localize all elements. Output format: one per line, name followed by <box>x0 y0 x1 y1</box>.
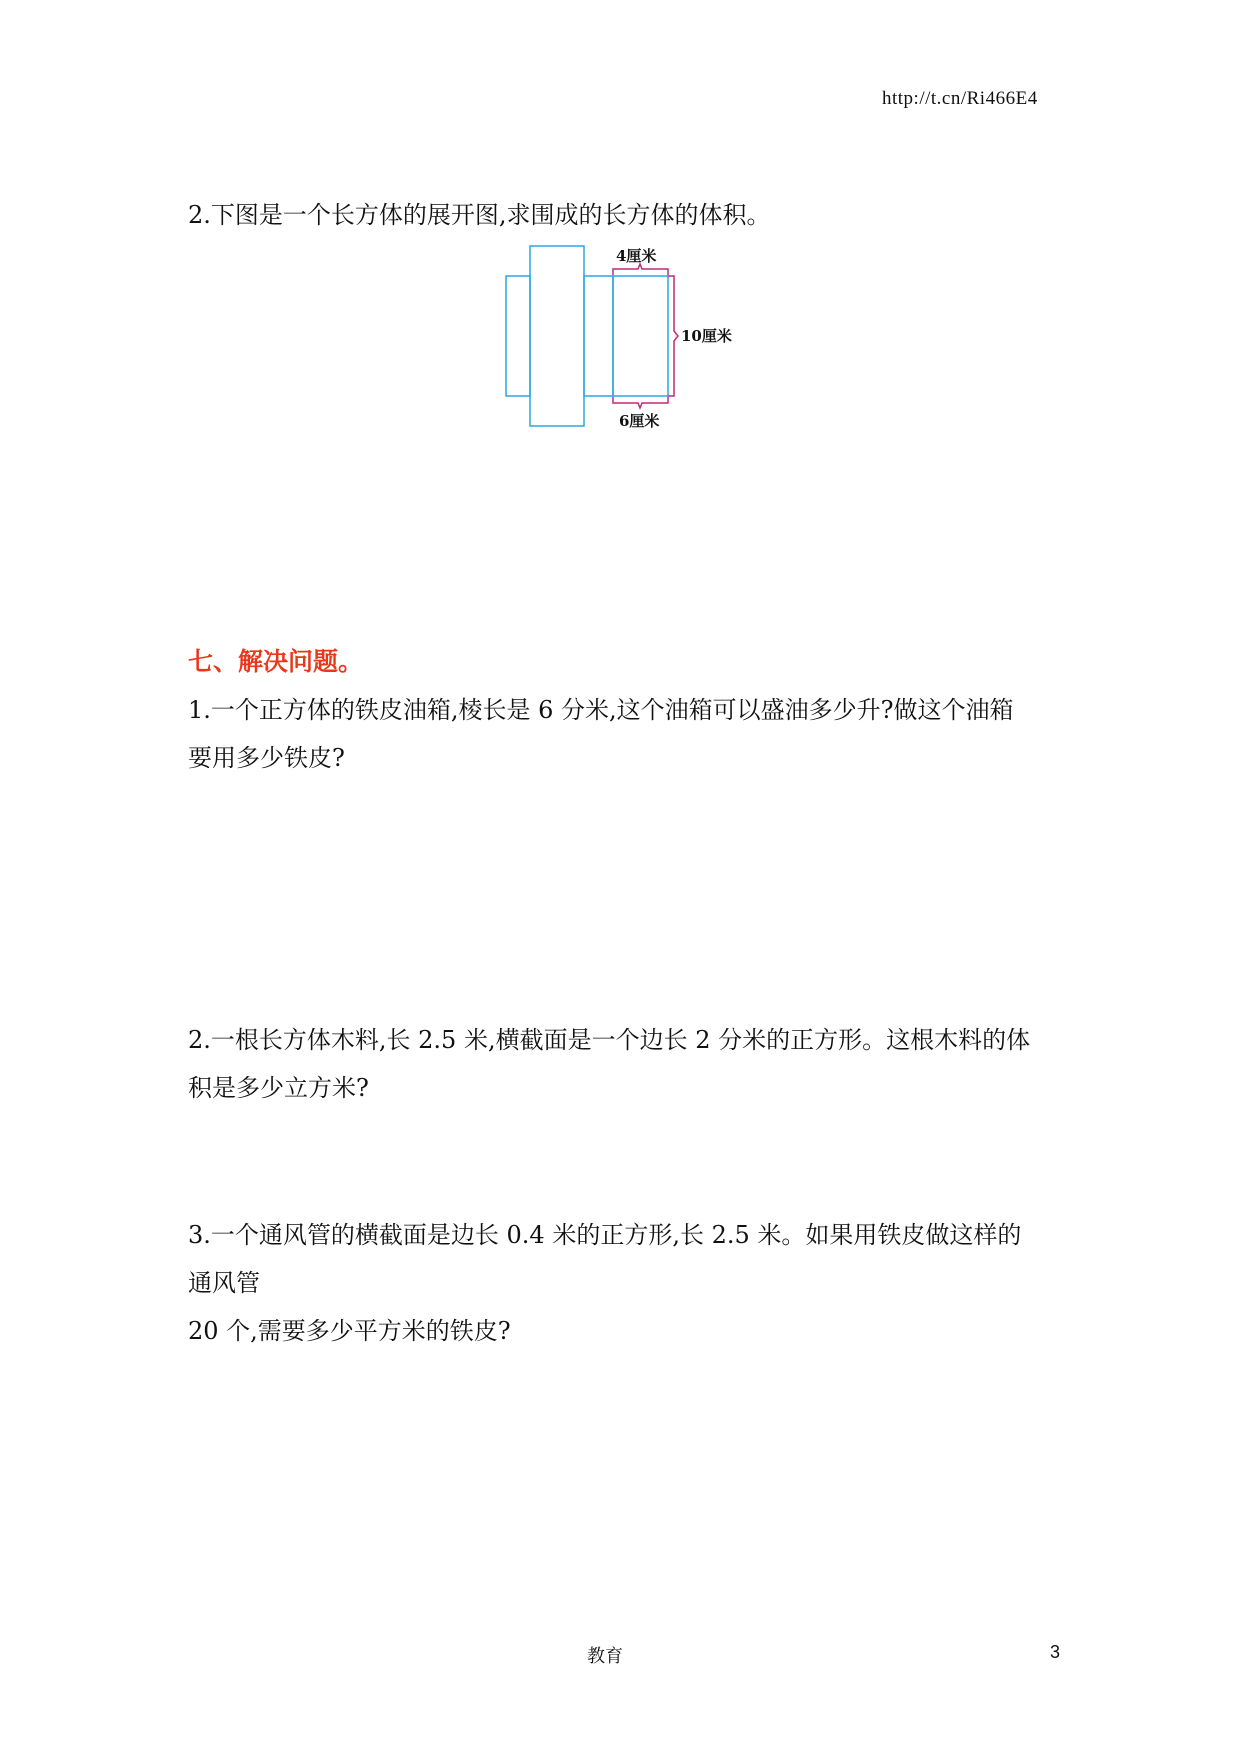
label-bottom: 6厘米 <box>619 412 660 430</box>
section-title: 七、解决问题。 <box>188 647 364 676</box>
label-top: 4厘米 <box>616 247 657 265</box>
header-url: http://t.cn/Ri466E4 <box>882 88 1038 109</box>
page-number: 3 <box>1050 1642 1061 1662</box>
problem-1-line-1: 1.一个正方体的铁皮油箱,棱长是 6 分米,这个油箱可以盛油多少升?做这个油箱 <box>188 696 1014 724</box>
net-face-center <box>530 246 584 426</box>
problem-1-line-2: 要用多少铁皮? <box>188 744 345 772</box>
footer-label: 教育 <box>587 1646 623 1667</box>
label-right: 10厘米 <box>681 327 732 345</box>
brace-bottom <box>613 397 668 408</box>
cuboid-net-diagram <box>505 245 745 435</box>
question-net-text: 2.下图是一个长方体的展开图,求围成的长方体的体积。 <box>188 201 771 229</box>
problem-3-line-1: 3.一个通风管的横截面是边长 0.4 米的正方形,长 2.5 米。如果用铁皮做这样的 <box>188 1221 1022 1249</box>
problem-2-line-2: 积是多少立方米? <box>188 1074 369 1102</box>
net-face-right <box>613 276 668 396</box>
problem-2-line-1: 2.一根长方体木料,长 2.5 米,横截面是一个边长 2 分米的正方形。这根木料的体 <box>188 1026 1031 1054</box>
net-face-left <box>506 276 530 396</box>
problem-3-line-2: 通风管 <box>188 1269 260 1297</box>
brace-right <box>668 276 678 396</box>
brace-top <box>613 264 668 275</box>
net-face-middle <box>584 276 613 396</box>
problem-3-line-3: 20 个,需要多少平方米的铁皮? <box>188 1317 511 1345</box>
